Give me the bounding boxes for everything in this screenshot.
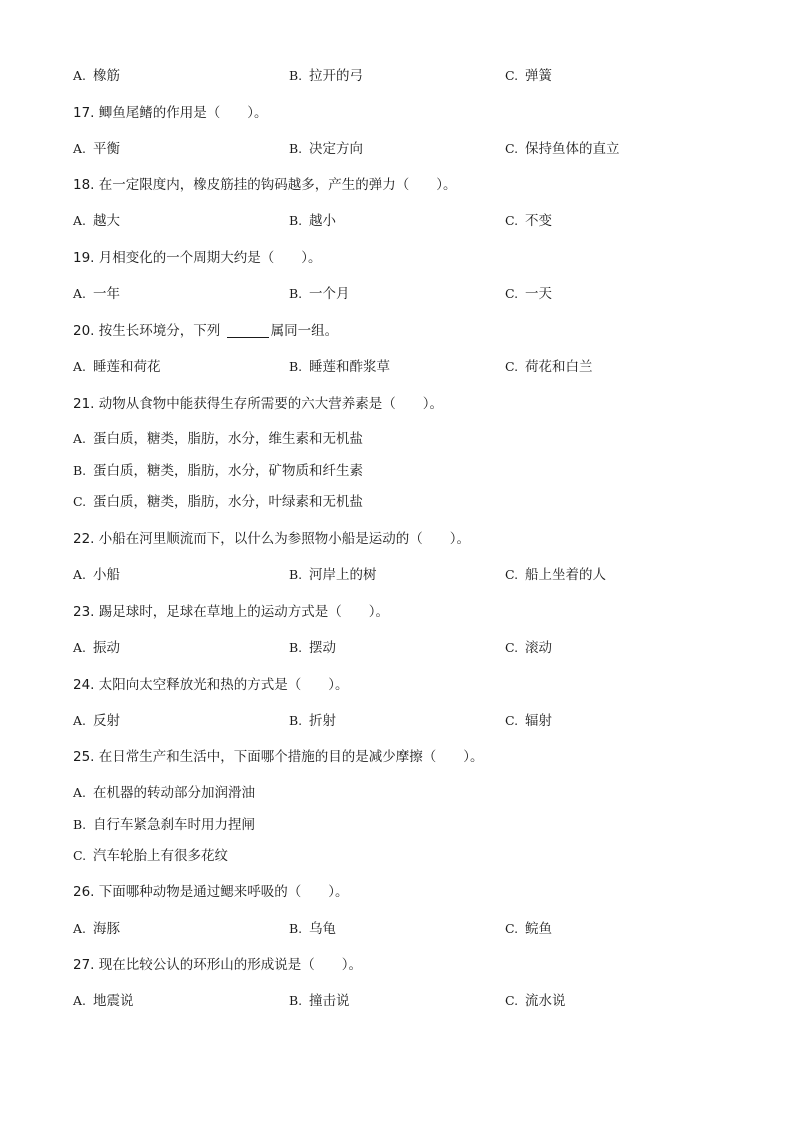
question-20-stem-before: 按生长环境分，下列 <box>98 323 221 339</box>
q25-option-b: B. 自行车紧急刹车时用力捏闸 <box>73 817 255 833</box>
q20-options <box>0 356 793 378</box>
q17-option-b: B. 决定方向 <box>289 141 363 157</box>
question-18: 18. 在一定限度内，橡皮筋挂的钩码越多，产生的弹力（ ）。 <box>73 177 457 193</box>
question-22: 22. 小船在河里顺流而下，以什么为参照物小船是运动的（ ）。 <box>73 531 471 547</box>
q26-option-b: B. 乌龟 <box>289 921 336 937</box>
q19-option-b: B. 一个月 <box>289 286 350 302</box>
question-20: 20. 按生长环境分，下列 属同一组。 <box>73 323 339 339</box>
question-17: 17. 鲫鱼尾鳍的作用是（ ）。 <box>73 105 268 121</box>
q18-option-a: A. 越大 <box>73 213 120 229</box>
q18-option-b: B. 越小 <box>289 213 336 229</box>
q17-option-a: A. 平衡 <box>73 141 120 157</box>
q27-option-b: B. 撞击说 <box>289 993 350 1009</box>
q18-option-c: C. 不变 <box>505 213 552 229</box>
q24-options <box>0 710 793 732</box>
q26-option-c: C. 鲩鱼 <box>505 921 552 937</box>
question-22-stem: 小船在河里顺流而下，以什么为参照物小船是运动的（ ）。 <box>98 531 471 547</box>
q18-options <box>0 210 793 232</box>
q27-option-a: A. 地震说 <box>73 993 134 1009</box>
question-17-stem: 鲫鱼尾鳍的作用是（ ）。 <box>98 105 268 121</box>
q21-option-c: C. 蛋白质，糖类，脂肪，水分，叶绿素和无机盐 <box>73 494 363 510</box>
q19-option-a: A. 一年 <box>73 286 120 302</box>
question-19-stem: 月相变化的一个周期大约是（ ）。 <box>98 250 322 266</box>
question-25-stem: 在日常生产和生活中，下面哪个措施的目的是减少摩擦（ ）。 <box>98 749 484 765</box>
q25-option-a: A. 在机器的转动部分加润滑油 <box>73 785 255 801</box>
q24-option-b: B. 折射 <box>289 713 336 729</box>
question-18-stem: 在一定限度内，橡皮筋挂的钩码越多，产生的弹力（ ）。 <box>98 177 457 193</box>
q24-option-a: A. 反射 <box>73 713 120 729</box>
q26-option-a: A. 海豚 <box>73 921 120 937</box>
q26-options <box>0 918 793 940</box>
q22-option-c: C. 船上坐着的人 <box>505 567 606 583</box>
question-19: 19. 月相变化的一个周期大约是（ ）。 <box>73 250 322 266</box>
q19-options <box>0 283 793 305</box>
answer-blank[interactable] <box>227 322 269 338</box>
question-20-stem-after: 属同一组。 <box>270 323 339 339</box>
q20-option-b: B. 睡莲和酢浆草 <box>289 359 390 375</box>
q23-option-c: C. 滚动 <box>505 640 552 656</box>
q21-option-b: B. 蛋白质，糖类，脂肪，水分，矿物质和纤生素 <box>73 463 363 479</box>
question-27-stem: 现在比较公认的环形山的形成说是（ ）。 <box>98 957 363 973</box>
q19-option-c: C. 一天 <box>505 286 552 302</box>
question-21-stem: 动物从食物中能获得生存所需要的六大营养素是（ ）。 <box>98 396 444 412</box>
question-23: 23. 踢足球时，足球在草地上的运动方式是（ ）。 <box>73 604 390 620</box>
q23-options <box>0 637 793 659</box>
question-23-stem: 踢足球时，足球在草地上的运动方式是（ ）。 <box>98 604 390 620</box>
q17-options <box>0 138 793 160</box>
q16-option-b: B. 拉开的弓 <box>289 68 363 84</box>
q20-option-a: A. 睡莲和荷花 <box>73 359 161 375</box>
q27-option-c: C. 流水说 <box>505 993 566 1009</box>
question-21: 21. 动物从食物中能获得生存所需要的六大营养素是（ ）。 <box>73 396 444 412</box>
q20-option-c: C. 荷花和白兰 <box>505 359 593 375</box>
q23-option-a: A. 振动 <box>73 640 120 656</box>
q25-option-c: C. 汽车轮胎上有很多花纹 <box>73 848 228 864</box>
q16-option-c: C. 弹簧 <box>505 68 552 84</box>
question-26: 26. 下面哪种动物是通过鳃来呼吸的（ ）。 <box>73 884 349 900</box>
q16-option-a: A. 橡筋 <box>73 68 120 84</box>
q27-options <box>0 990 793 1012</box>
question-26-stem: 下面哪种动物是通过鳃来呼吸的（ ）。 <box>98 884 349 900</box>
q16-options <box>0 65 793 87</box>
question-27: 27. 现在比较公认的环形山的形成说是（ ）。 <box>73 957 363 973</box>
q17-option-c: C. 保持鱼体的直立 <box>505 141 620 157</box>
question-24: 24. 太阳向太空释放光和热的方式是（ ）。 <box>73 677 349 693</box>
q21-option-a: A. 蛋白质，糖类，脂肪，水分，维生素和无机盐 <box>73 431 363 447</box>
q22-option-a: A. 小船 <box>73 567 120 583</box>
q23-option-b: B. 摆动 <box>289 640 336 656</box>
q22-options <box>0 564 793 586</box>
q22-option-b: B. 河岸上的树 <box>289 567 377 583</box>
question-24-stem: 太阳向太空释放光和热的方式是（ ）。 <box>98 677 349 693</box>
q24-option-c: C. 辐射 <box>505 713 552 729</box>
question-25: 25. 在日常生产和生活中，下面哪个措施的目的是减少摩擦（ ）。 <box>73 749 484 765</box>
